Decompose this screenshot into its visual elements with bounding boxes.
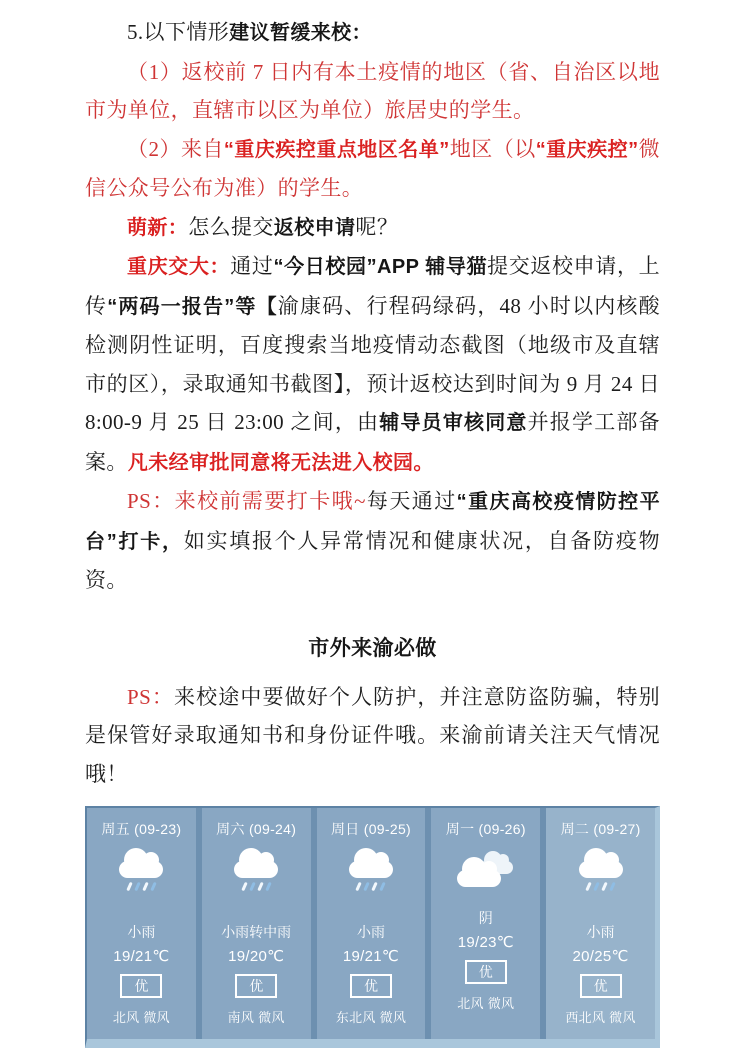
weather-wind: 西北风 微风 [565, 1010, 636, 1025]
weather-wind: 南风 微风 [227, 1010, 285, 1025]
text-run-bold: “重庆高校疫情防控平台”打卡， [85, 491, 660, 553]
cloudy-icon [433, 847, 538, 905]
speaker-label-cqjtu: 重庆交大： [127, 256, 231, 278]
paragraph-ps-checkin [85, 482, 660, 600]
text-run: 通过 [230, 254, 274, 278]
weather-temperature: 19/20℃ [228, 948, 285, 965]
weather-day-card [317, 808, 426, 1039]
weather-day-label: 周日 (09-25) [330, 821, 411, 837]
text-run-bold: 返校申请 [273, 216, 356, 239]
paragraph-question [85, 208, 660, 248]
air-quality-badge: 优 [120, 974, 162, 998]
weather-day-card [87, 808, 196, 1039]
speaker-label-mengxin: 萌新： [127, 216, 189, 239]
paragraph-condition-2 [85, 130, 660, 208]
text-run-red: （2）来自 [127, 136, 224, 161]
text-run: 5.以下情形 [127, 20, 230, 44]
weather-day-card [431, 808, 540, 1039]
weather-day-card [202, 808, 311, 1039]
paragraph-answer [85, 247, 660, 482]
text-run-red: （1）返校前 7 日内有本土疫情的地区（省、自治区以地市为单位，直辖市以区为单位）旅居史的学生。 [85, 59, 660, 122]
weather-day-label: 周二 (09-27) [560, 821, 641, 837]
text-run: 每天通过 [365, 489, 457, 513]
weather-wind: 北风 微风 [457, 996, 515, 1011]
paragraph-condition-1 [85, 53, 660, 130]
text-run-red-bold: “重庆疾控重点地区名单” [223, 138, 450, 161]
weather-temperature: 19/23℃ [457, 934, 514, 951]
paragraph-ps-travel [85, 678, 660, 794]
air-quality-badge: 优 [580, 974, 622, 998]
text-run-bold: “两码一报告”等【 [107, 295, 278, 318]
weather-condition: 小雨 [356, 924, 385, 940]
text-run: 渝康码、行程码绿码，48 小时以内核酸检测阴性证明，百度搜索当地疫情动态截图（地级市及直辖市的区），录取通知书截图】，预计返校达到时间为 9 月 24 日 8:00-9 月 25 日 23:00 之间，由 [85, 293, 660, 434]
weather-temperature: 19/21℃ [113, 948, 170, 965]
rain-cloud-icon [204, 861, 309, 919]
text-run: 怎么提交 [188, 214, 274, 239]
weather-day-card [546, 808, 655, 1039]
text-run-red: 地区（以 [449, 136, 536, 161]
weather-condition: 小雨 [586, 924, 615, 940]
text-run-bold: “今日校园”APP 辅导猫 [273, 256, 488, 278]
weather-day-label: 周六 (09-24) [216, 821, 297, 837]
weather-temperature: 19/21℃ [342, 948, 400, 965]
weather-wind: 北风 微风 [112, 1010, 170, 1025]
air-quality-badge: 优 [235, 974, 277, 998]
text-run: 提交返校申请，上传 [85, 254, 660, 318]
text-run-bold: 辅导员审核同意 [379, 412, 528, 434]
ps-label-red: PS：来校前需要打卡哦~ [127, 489, 366, 513]
text-run: 并报学工部备案。 [85, 410, 660, 474]
paragraph-item5 [85, 13, 660, 53]
weather-condition: 阴 [478, 910, 493, 926]
weather-condition: 小雨转中雨 [221, 924, 292, 940]
weather-forecast-widget [85, 806, 660, 1048]
air-quality-badge: 优 [350, 974, 392, 998]
text-run-red-bold: “重庆疾控” [535, 138, 639, 161]
weather-temperature: 20/25℃ [572, 948, 629, 965]
weather-day-label: 周一 (09-26) [445, 821, 526, 837]
rain-cloud-icon [548, 861, 653, 919]
text-run: 呢？ [355, 214, 399, 239]
text-run: 来校途中要做好个人防护，并注意防盗防骗，特别是保管好录取通知书和身份证件哦。来渝前请关注天气情况哦！ [85, 684, 660, 786]
text-run-bold: 建议暂缓来校： [229, 22, 372, 44]
text-run-red: 微信公众号公布为准）的学生。 [85, 136, 660, 200]
text-run: 如实填报个人异常情况和健康状况，自备防疫物资。 [85, 528, 660, 592]
weather-wind: 东北风 微风 [335, 1010, 407, 1025]
weather-day-label: 周五 (09-23) [101, 821, 182, 837]
section-heading: 市外来渝必做 [308, 636, 437, 660]
rain-cloud-icon [89, 861, 194, 919]
rain-cloud-icon [319, 861, 424, 919]
air-quality-badge: 优 [465, 960, 507, 984]
weather-condition: 小雨 [127, 924, 156, 940]
warning-text: 凡未经审批同意将无法进入校园。 [127, 451, 434, 474]
ps-label-red: PS： [127, 684, 175, 709]
